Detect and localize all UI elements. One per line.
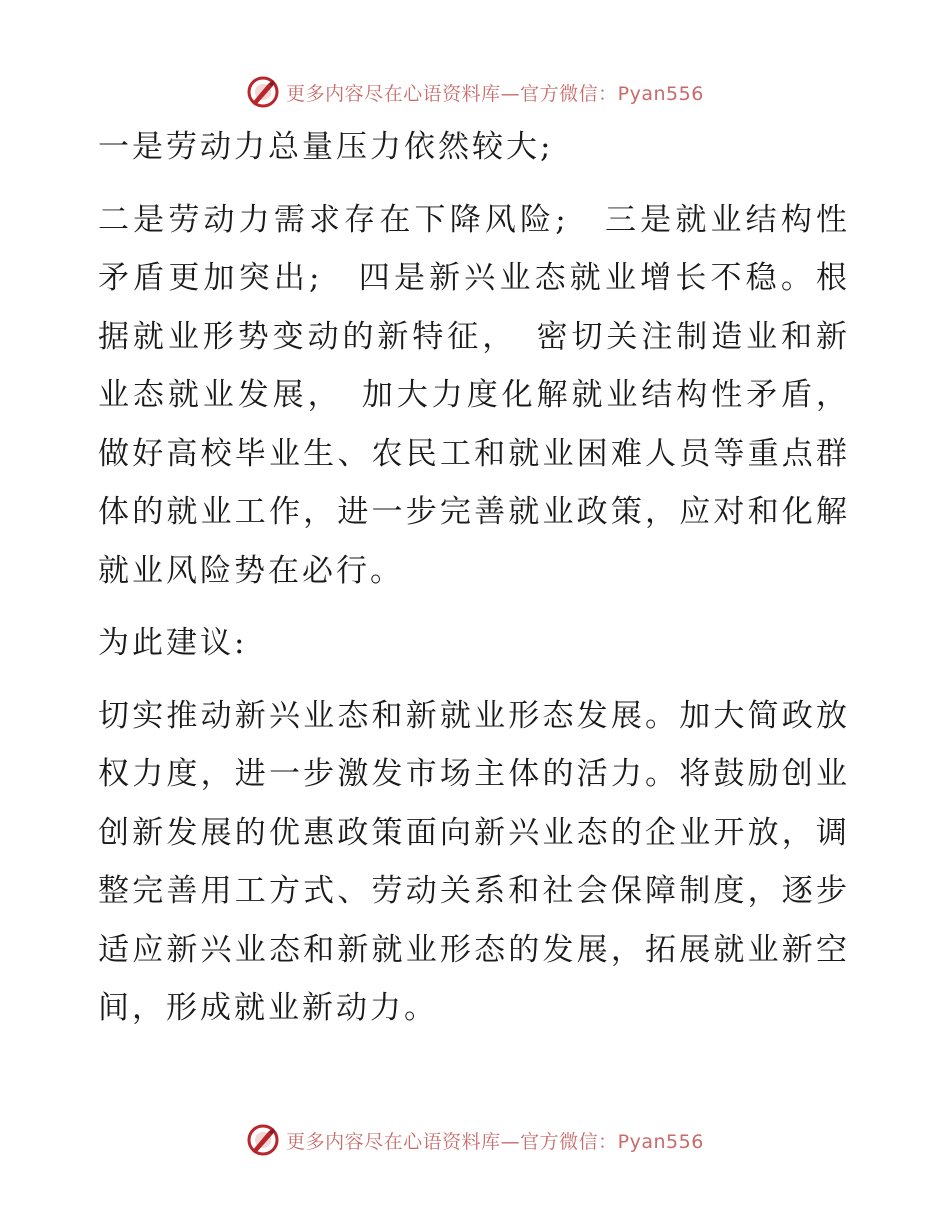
footer-watermark-text: 更多内容尽在心语资料库—官方微信：Pyan556 [286,1130,704,1153]
paragraph-4: 切实推动新兴业态和新就业形态发展。加大简政放权力度，进一步激发市场主体的活力。将鼓励创业创新发展的优惠政策面向新兴业态的企业开放，调整完善用工方式、劳动关系和社会保障制度，逐步适应新兴业态和新就业形态的发展，拓展就业新空间，形成就业新动力。 [98,697,850,1026]
document-body [98,118,850,1038]
header-watermark-text: 更多内容尽在心语资料库—官方微信：Pyan556 [286,82,704,105]
footer-watermark-banner [0,1120,950,1160]
pen-logo-icon [246,75,280,109]
header-watermark-banner [0,72,950,112]
pen-logo-icon [246,1123,280,1157]
paragraph-2: 二是劳动力需求存在下降风险; 三是就业结构性矛盾更加突出; 四是新兴业态就业增长不稳。根据就业形势变动的新特征， 密切关注制造业和新业态就业发展， 加大力度化解就业结构性矛盾，做好高校毕业生、农民工和就业困难人员等重点群体的就业工作，进一步完善就业政策，应对和化解就业风险势在必行。 [98,201,850,589]
paragraph-1: 一是劳动力总量压力依然较大; [98,129,554,165]
paragraph-3: 为此建议: [98,625,248,661]
